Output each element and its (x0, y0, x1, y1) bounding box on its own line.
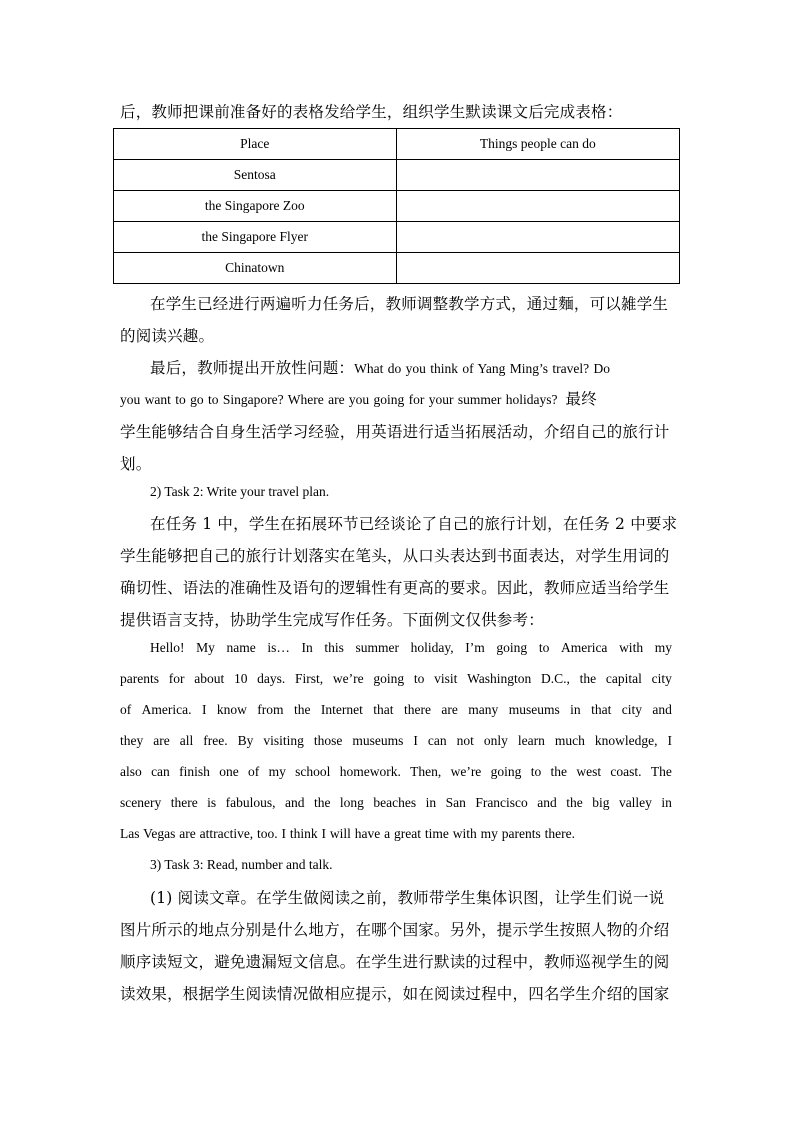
paragraph-line: 提供语言支持，协助学生完成写作任务。下面例文仅供参考： (120, 611, 544, 629)
word: my (654, 640, 672, 655)
word: we’re (450, 764, 482, 779)
word: can (427, 733, 447, 748)
word: going (496, 640, 528, 655)
word: I’m (465, 640, 485, 655)
paragraph-line: 读效果，根据学生阅读情况做相应提示，如在阅读过程中，四名学生介绍的国家 (120, 985, 670, 1003)
table-row (114, 222, 680, 253)
word: those (313, 733, 343, 748)
word: America (560, 640, 608, 655)
word: about (194, 671, 225, 686)
paragraph-text: What do you think of Yang Ming’s travel? Do (354, 361, 610, 376)
word: the (579, 671, 597, 686)
paragraph-line: (1) 阅读文章。在学生做阅读之前，教师带学生集体识图，让学生们说一说 (150, 889, 665, 907)
word: the (566, 795, 583, 810)
word: in (661, 795, 672, 810)
word: to (530, 764, 542, 779)
word: much (554, 733, 585, 748)
word: capital (605, 671, 642, 686)
word: not (456, 733, 474, 748)
word: that (373, 702, 394, 717)
places-table (113, 128, 680, 284)
word: holiday, (410, 640, 454, 655)
word: America. (141, 702, 192, 717)
word: from (257, 702, 284, 717)
table-header-row (114, 129, 680, 160)
table-cell-place: the Singapore Zoo (114, 191, 397, 222)
word: with (619, 640, 644, 655)
table-row (114, 191, 680, 222)
word: and (537, 795, 557, 810)
word: parents (120, 671, 159, 686)
word: is… (267, 640, 290, 655)
task3-heading: 3) Task 3: Read, number and talk. (150, 857, 333, 872)
word: in (425, 795, 437, 810)
word: San (445, 795, 466, 810)
word: school (295, 764, 331, 779)
word: long (339, 795, 364, 810)
table-cell-things (396, 160, 679, 191)
paragraph-line: 确切性、语法的准确性及语句的逻辑性有更高的要求。因此，教师应适当给学生 (120, 579, 670, 597)
table-row (114, 253, 680, 284)
table-cell-things (396, 191, 679, 222)
paragraph-text: 最终 (565, 390, 597, 408)
word: one (219, 764, 239, 779)
intro-line: 后，教师把课前准备好的表格发给学生，组织学生默读课文后完成表格： (120, 103, 623, 121)
word: In (301, 640, 313, 655)
example-line-3 (120, 702, 672, 718)
word: the (313, 795, 331, 810)
word: going (373, 671, 405, 686)
word: is (207, 795, 217, 810)
word: days. (257, 671, 286, 686)
table-cell-place: the Singapore Flyer (114, 222, 397, 253)
word: First, (295, 671, 324, 686)
word: The (650, 764, 672, 779)
word: I (667, 733, 672, 748)
word: Hello! (150, 640, 185, 655)
word: the (293, 702, 311, 717)
paragraph-line: 在学生已经进行两遍听力任务后，教师调整教学方式，通过麵，可以雑学生 (150, 295, 669, 313)
word: there (170, 795, 198, 810)
paragraph-line: 顺序读短文，避免遗漏短文信息。在学生进行默读的过程中，教师巡视学生的阅 (120, 953, 670, 971)
word: city (621, 702, 642, 717)
word: fabulous, (225, 795, 276, 810)
paragraph-line: 的阅读兴趣。 (120, 327, 215, 345)
word: valley (618, 795, 652, 810)
word: D.C., (541, 671, 570, 686)
word: can (151, 764, 170, 779)
word: My (196, 640, 215, 655)
word: west (576, 764, 602, 779)
word: and (652, 702, 672, 717)
word: are (441, 702, 458, 717)
word: I (201, 702, 207, 717)
word: in (570, 702, 581, 717)
word: finish (179, 764, 210, 779)
word: visiting (263, 733, 304, 748)
word: museums (352, 733, 404, 748)
task2-heading: 2) Task 2: Write your travel plan. (150, 484, 330, 499)
word: learn (517, 733, 545, 748)
word: they (120, 733, 144, 748)
table-header-place: Place (114, 129, 397, 160)
paragraph-text: you want to go to Singapore? Where are you going for your summer holidays? (120, 392, 558, 407)
table-cell-place: Sentosa (114, 160, 397, 191)
word: knowledge, (594, 733, 658, 748)
word: the (550, 764, 568, 779)
example-line-7: Las Vegas are attractive, too. I think I will have a great time with my parents there. (120, 826, 575, 841)
word: summer (355, 640, 400, 655)
word: homework. (339, 764, 401, 779)
word: big (592, 795, 610, 810)
word: name (226, 640, 256, 655)
word: only (483, 733, 508, 748)
example-line-1 (150, 640, 672, 656)
paragraph-line (120, 387, 794, 409)
word: Then, (410, 764, 442, 779)
word: I (413, 733, 418, 748)
example-line-6 (120, 795, 672, 811)
word: Internet (320, 702, 363, 717)
word: scenery (120, 795, 162, 810)
word: my (268, 764, 286, 779)
word: there (403, 702, 431, 717)
paragraph-line: 学生能够结合自身生活学习经验，用英语进行适当拓展活动，介绍自己的旅行计 (120, 423, 670, 441)
example-line-2 (120, 671, 672, 687)
example-line-4 (120, 733, 672, 749)
word: know (216, 702, 247, 717)
word: this (324, 640, 344, 655)
word: free. (203, 733, 228, 748)
word: we’re (332, 671, 364, 686)
word: coast. (610, 764, 642, 779)
paragraph-line: 学生能够把自己的旅行计划落实在笔头，从口头表达到书面表达，对学生用词的 (120, 547, 670, 565)
word: of (120, 702, 132, 717)
word: 10 (233, 671, 248, 686)
word: city (651, 671, 672, 686)
word: beaches (373, 795, 417, 810)
word: going (490, 764, 522, 779)
word: museums (508, 702, 560, 717)
paragraph-line: 划。 (120, 455, 152, 473)
paragraph-line: 图片所示的地点分别是什么地方，在哪个国家。另外，提示学生按照人物的介绍 (120, 921, 670, 939)
paragraph-line: 在任务 1 中，学生在拓展环节已经谈论了自己的旅行计划，在任务 2 中要求 (150, 515, 678, 533)
word: all (179, 733, 194, 748)
word: By (237, 733, 254, 748)
paragraph-line (150, 356, 794, 378)
word: for (168, 671, 185, 686)
word: visit (434, 671, 458, 686)
word: also (120, 764, 142, 779)
table-header-things: Things people can do (396, 129, 679, 160)
table-cell-place: Chinatown (114, 253, 397, 284)
word: many (468, 702, 499, 717)
table-cell-things (396, 222, 679, 253)
word: to (413, 671, 425, 686)
word: Washington (467, 671, 532, 686)
word: are (153, 733, 170, 748)
word: that (591, 702, 612, 717)
word: Francisco (475, 795, 528, 810)
example-line-5 (120, 764, 672, 780)
word: of (248, 764, 260, 779)
word: to (538, 640, 550, 655)
table-row (114, 160, 680, 191)
paragraph-text: 最后，教师提出开放性问题： (150, 359, 355, 377)
word: and (284, 795, 305, 810)
table-cell-things (396, 253, 679, 284)
